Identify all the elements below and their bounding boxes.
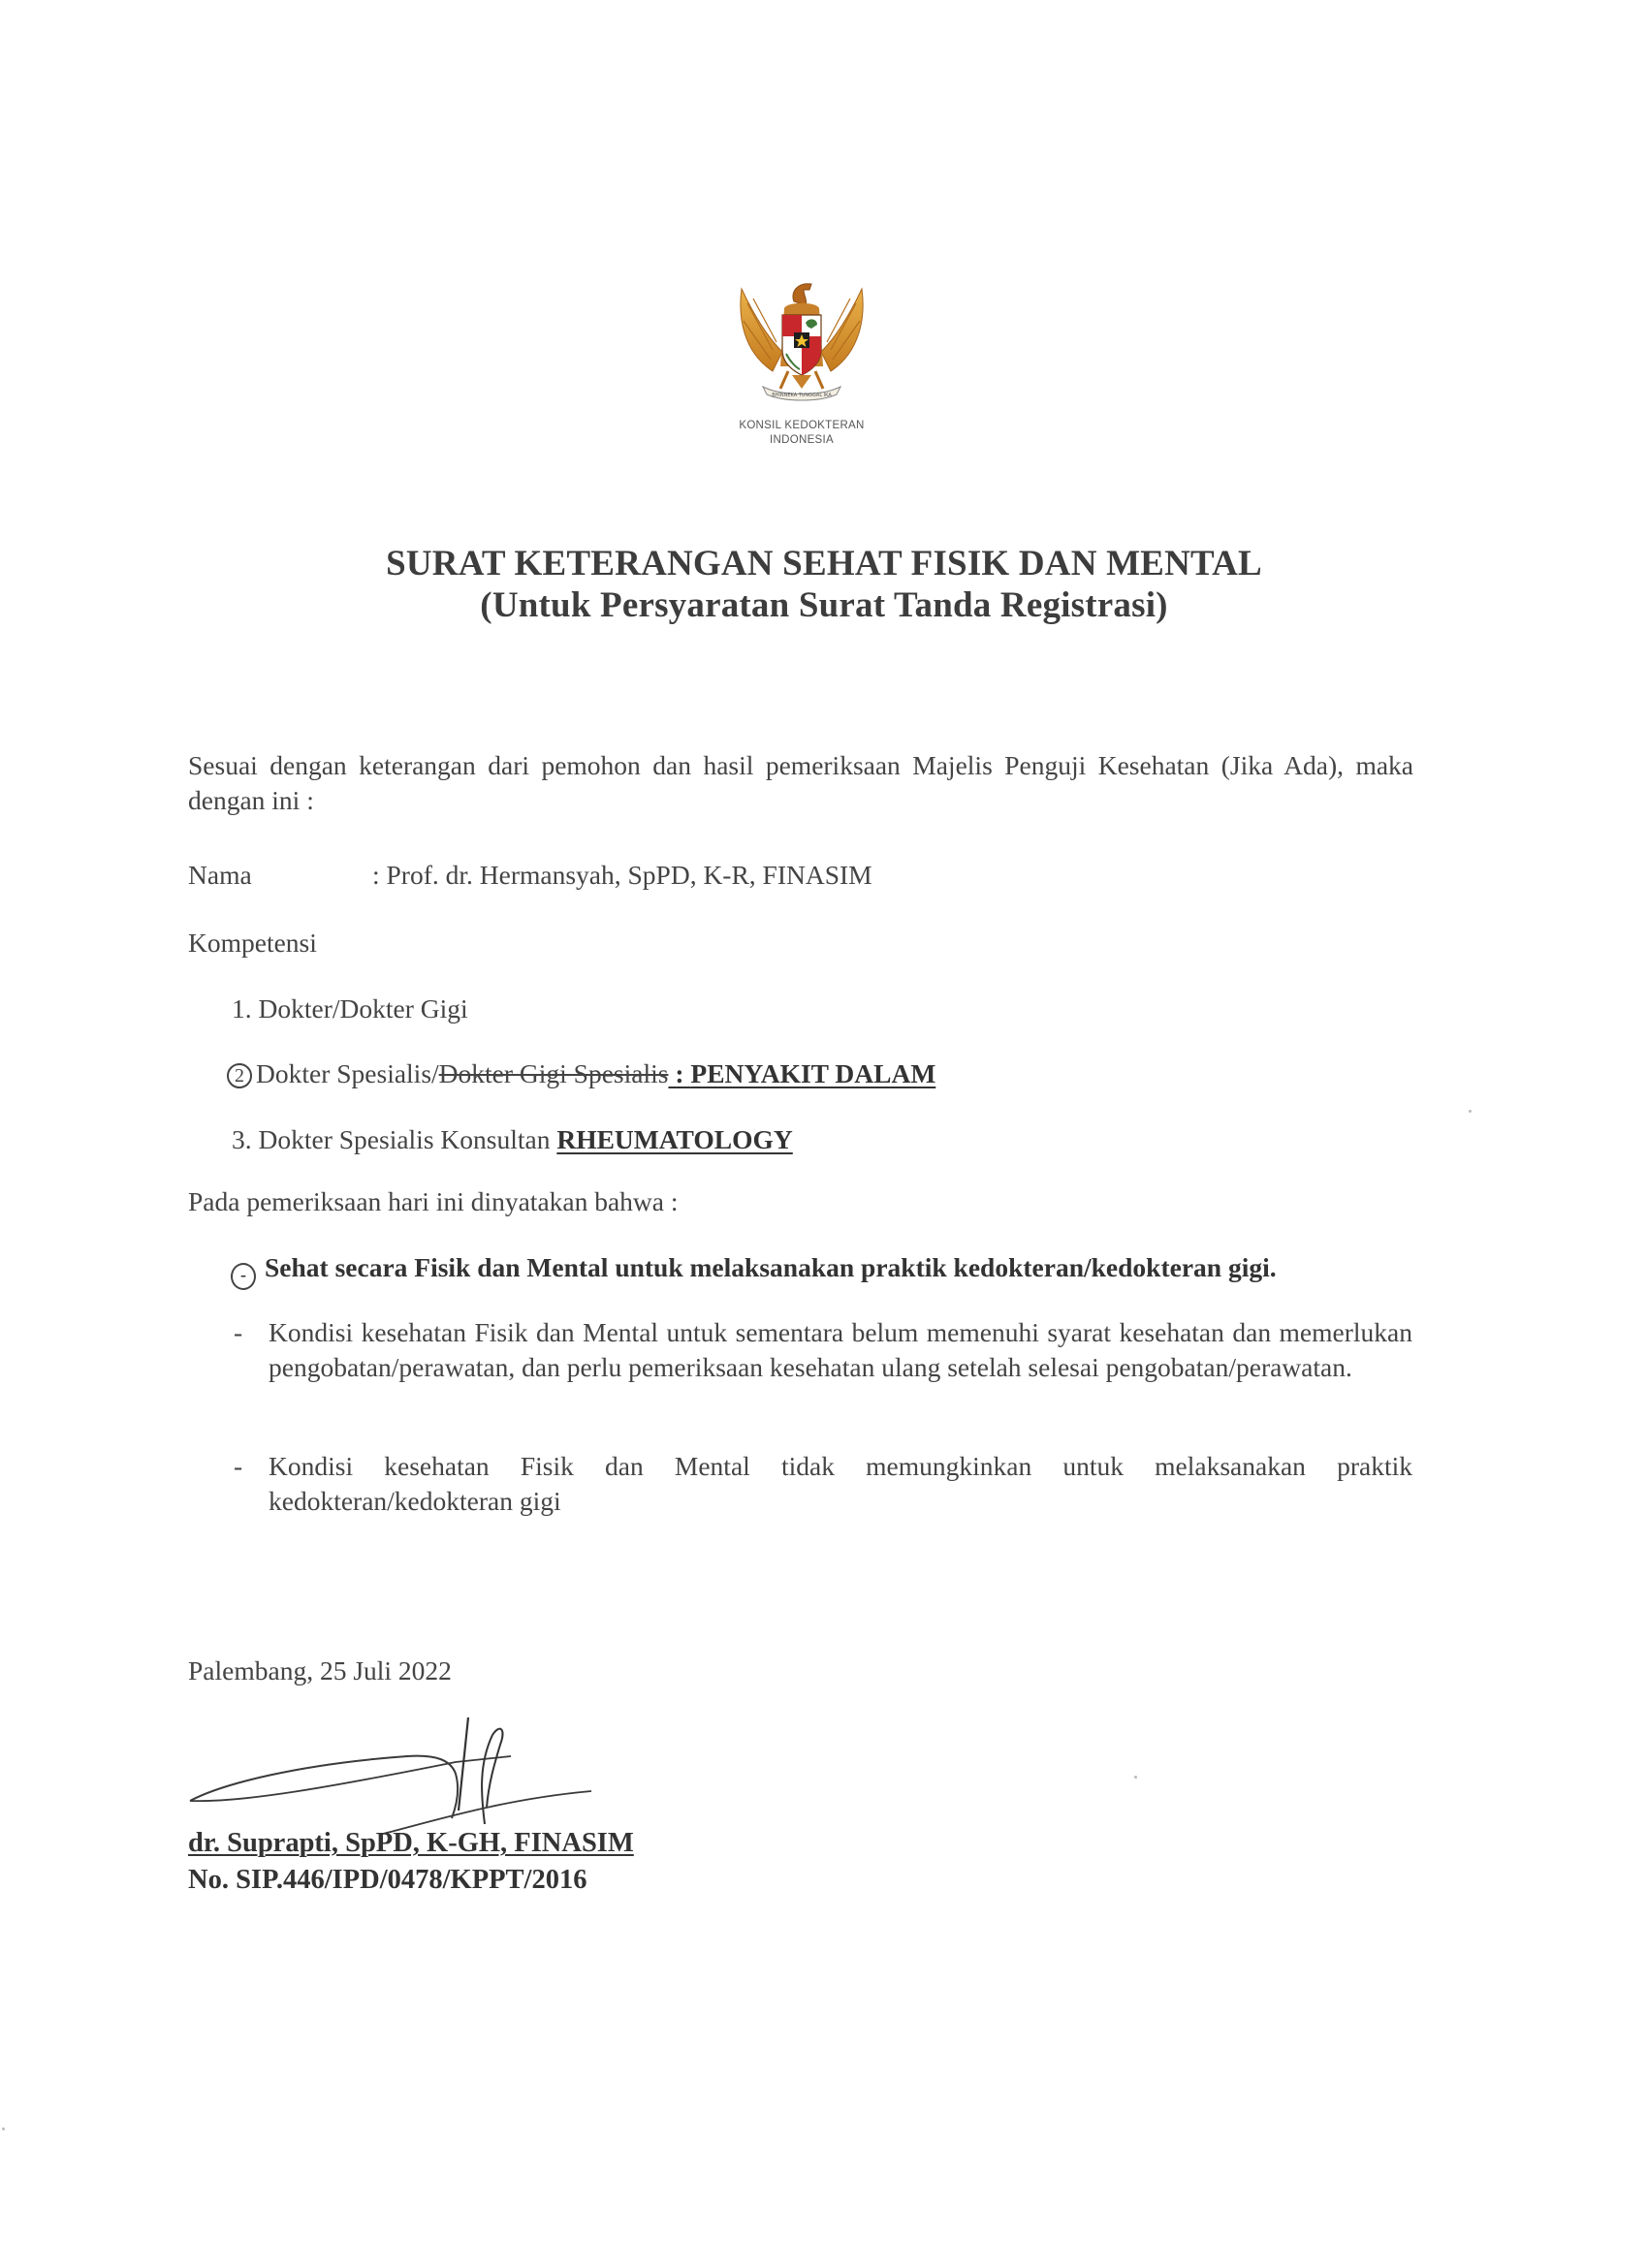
statement-text: Kondisi kesehatan Fisik dan Mental untuk sementara belum memenuhi syarat kesehatan dan memerlukan pengobatan/perawatan, dan perlu pemeriksaan kesehatan ulang setelah selesai pengobatan/perawatan.	[269, 1317, 1412, 1382]
document-subtitle: (Untuk Persyaratan Surat Tanda Registrasi)	[480, 585, 1168, 625]
statement-intro: Pada pemeriksaan hari ini dinyatakan bahwa :	[188, 1186, 679, 1216]
circled-dash-marker: -	[231, 1263, 256, 1290]
statement-selected	[231, 1250, 1277, 1290]
competence-item-1	[232, 992, 468, 1026]
competence-item-3	[232, 1122, 793, 1157]
dash-marker: -	[234, 1317, 243, 1347]
garuda-emblem-icon	[734, 274, 870, 415]
statement-option-3	[234, 1449, 1412, 1519]
consultant-value: RHEUMATOLOGY	[556, 1124, 793, 1154]
scan-speck	[1469, 1110, 1472, 1113]
document-title: SURAT KETERANGAN SEHAT FISIK DAN MENTAL	[386, 544, 1262, 583]
issuer-line-1: KONSIL KEDOKTERAN	[739, 420, 865, 431]
intro-paragraph: Sesuai dengan keterangan dari pemohon dan hasil pemeriksaan Majelis Penguji Kesehatan (Jika Ada), maka dengan ini :	[188, 750, 1413, 815]
signer-name: dr. Suprapti, SpPD, K-GH, FINASIM	[188, 1828, 634, 1858]
signer-license-number: No. SIP.446/IPD/0478/KPPT/2016	[188, 1865, 587, 1895]
circled-selection-marker: 2	[227, 1063, 252, 1088]
competence-item-2	[227, 1056, 935, 1091]
issuer-caption	[679, 419, 925, 448]
dash-marker: -	[234, 1451, 243, 1481]
item-text: Dokter Spesialis Konsultan	[258, 1124, 557, 1154]
svg-text:BHINNEKA TUNGGAL IKA: BHINNEKA TUNGGAL IKA	[772, 393, 832, 398]
item-number: 3.	[232, 1124, 252, 1154]
place-and-date: Palembang, 25 Juli 2022	[188, 1655, 452, 1685]
struck-out-text: Dokter Gigi Spesialis	[438, 1058, 669, 1088]
statement-option-2	[234, 1315, 1412, 1385]
scan-speck	[2, 2127, 5, 2130]
specialty-value: PENYAKIT DALAM	[690, 1058, 936, 1088]
statement-text: Kondisi kesehatan Fisik dan Mental tidak memungkinkan untuk melaksanakan praktik kedokteran/kedokteran gigi	[269, 1451, 1412, 1516]
name-value: : Prof. dr. Hermansyah, SpPD, K-R, FINASIM	[372, 860, 872, 890]
item-separator: :	[668, 1058, 691, 1088]
competence-label: Kompetensi	[188, 928, 317, 958]
item-text: Dokter Spesialis/	[256, 1058, 439, 1088]
item-text: Dokter/Dokter Gigi	[258, 993, 468, 1024]
item-number: 1.	[232, 993, 252, 1024]
issuer-line-2: INDONESIA	[770, 434, 834, 446]
signature-icon	[184, 1706, 611, 1842]
statement-text: Sehat secara Fisik dan Mental untuk melaksanakan praktik kedokteran/kedokteran gigi.	[265, 1252, 1277, 1282]
scan-speck	[1134, 1776, 1137, 1779]
name-label: Nama	[188, 860, 252, 890]
